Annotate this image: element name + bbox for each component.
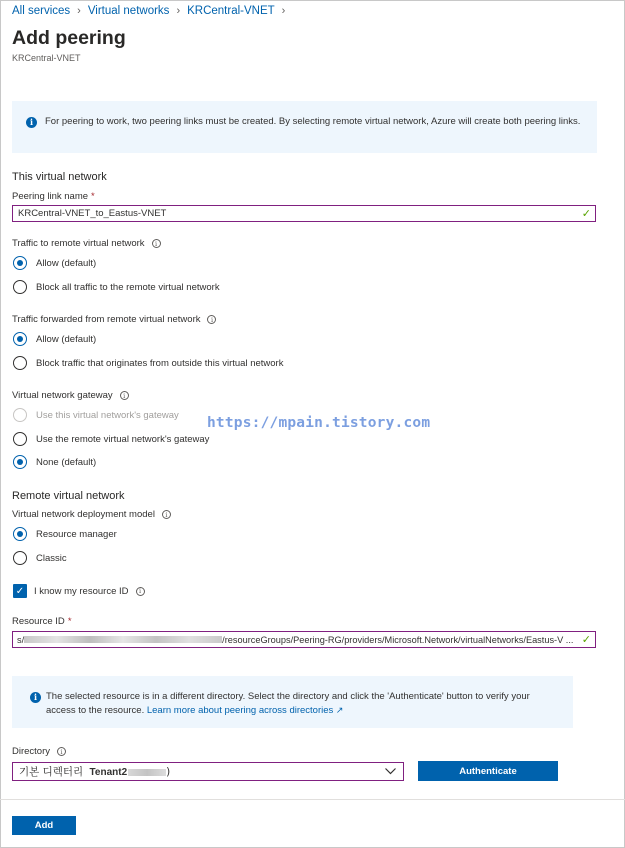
radio-circle xyxy=(13,256,27,270)
gateway-label xyxy=(12,390,129,401)
footer-divider xyxy=(0,799,625,800)
radio-circle xyxy=(13,356,27,370)
radio-traffic-to-remote-block[interactable] xyxy=(13,280,220,294)
section-title-remote-vnet: Remote virtual network xyxy=(12,490,125,502)
checkmark-icon: ✓ xyxy=(13,584,27,598)
radio-traffic-to-remote-allow[interactable] xyxy=(13,256,96,270)
resource-id-input[interactable] xyxy=(12,631,596,648)
peering-link-name-label-text: Peering link name xyxy=(12,191,89,202)
breadcrumb-virtual-networks[interactable]: Virtual networks xyxy=(87,5,170,17)
radio-traffic-forwarded-allow[interactable] xyxy=(13,332,96,346)
add-button[interactable]: Add xyxy=(12,816,76,835)
page-subtitle: KRCentral-VNET xyxy=(12,53,81,63)
close-paren: ) xyxy=(166,766,171,778)
info-dir-content xyxy=(46,691,559,717)
info-box-directory xyxy=(12,676,573,728)
radio-circle xyxy=(13,332,27,346)
radio-label: Block all traffic to the remote virtual network xyxy=(36,281,220,293)
help-icon[interactable]: i xyxy=(120,391,129,400)
help-icon[interactable]: i xyxy=(57,747,66,756)
learn-more-link[interactable]: Learn more about peering across directories xyxy=(146,704,334,716)
radio-label: Use this virtual network's gateway xyxy=(36,409,179,421)
watermark-text: https://mpain.tistory.com xyxy=(207,415,431,431)
radio-deployment-resource-manager[interactable] xyxy=(13,527,117,541)
radio-label: Block traffic that originates from outside this virtual network xyxy=(36,357,284,369)
info-icon: i xyxy=(26,117,37,128)
checkmark-icon: ✓ xyxy=(581,208,591,220)
radio-label: Classic xyxy=(36,552,67,564)
radio-circle xyxy=(13,280,27,294)
required-marker: * xyxy=(67,616,72,627)
radio-gateway-use-this xyxy=(13,408,179,422)
breadcrumb-krcentral-vnet[interactable]: KRCentral-VNET xyxy=(187,5,275,17)
radio-circle xyxy=(13,527,27,541)
resource-id-value xyxy=(17,635,582,645)
authenticate-button[interactable]: Authenticate xyxy=(418,761,558,781)
radio-circle xyxy=(13,551,27,565)
peering-link-name-label xyxy=(12,191,95,202)
external-link-icon: ↗ xyxy=(335,704,344,715)
chevron-right-icon: › xyxy=(77,5,81,17)
help-icon[interactable]: i xyxy=(162,510,171,519)
deployment-model-label-text: Virtual network deployment model xyxy=(12,509,155,520)
directory-selected xyxy=(19,764,382,779)
section-title-this-vnet: This virtual network xyxy=(12,171,107,183)
redacted-subscription xyxy=(24,636,222,643)
info-dir-text: The selected resource is in a different directory. Select the directory and click the 'Authenticate' button to verify your access to the resource. xyxy=(46,691,530,716)
directory-select[interactable] xyxy=(12,762,404,781)
radio-circle xyxy=(13,455,27,469)
page-title: Add peering xyxy=(12,27,126,49)
checkbox-label: I know my resource ID xyxy=(34,585,129,597)
radio-circle xyxy=(13,432,27,446)
radio-label: None (default) xyxy=(36,456,97,468)
peering-link-name-value: KRCentral-VNET_to_Eastus-VNET xyxy=(18,208,167,219)
radio-label: Allow (default) xyxy=(36,333,97,345)
directory-label-text: Directory xyxy=(12,746,51,757)
radio-circle xyxy=(13,408,27,422)
info-icon: i xyxy=(30,692,41,703)
breadcrumb xyxy=(12,5,292,17)
chevron-right-icon: › xyxy=(176,5,181,17)
resource-id-label xyxy=(12,616,72,627)
checkmark-icon: ✓ xyxy=(581,634,591,646)
chevron-right-icon: › xyxy=(281,5,286,17)
redacted-tenant-id xyxy=(128,769,166,776)
know-resource-id-checkbox[interactable] xyxy=(13,584,145,598)
help-icon[interactable]: i xyxy=(207,315,216,324)
info-box-peering xyxy=(12,101,597,153)
required-marker: * xyxy=(91,191,95,202)
chevron-down-icon xyxy=(382,764,398,780)
breadcrumb-all-services[interactable]: All services xyxy=(12,5,71,17)
resource-id-label-text: Resource ID xyxy=(12,616,65,627)
directory-label xyxy=(12,746,66,757)
resource-id-prefix: s/ xyxy=(17,634,25,645)
help-icon[interactable]: i xyxy=(136,587,145,596)
radio-gateway-none[interactable] xyxy=(13,455,96,469)
info-text: For peering to work, two peering links must be created. By selecting remote virtual network, Azure will create both peering links. xyxy=(45,116,581,127)
radio-gateway-use-remote[interactable] xyxy=(13,432,209,446)
peering-link-name-input[interactable] xyxy=(12,205,596,222)
traffic-forwarded-label-text: Traffic forwarded from remote virtual network xyxy=(12,314,201,325)
radio-label: Resource manager xyxy=(36,528,117,540)
tenant-name: Tenant2 xyxy=(89,767,128,778)
resource-id-text: /resourceGroups/Peering-RG/providers/Microsoft.Network/virtualNetworks/Eastus-V ... xyxy=(222,634,574,645)
radio-label: Allow (default) xyxy=(36,257,97,269)
deployment-model-label xyxy=(12,509,171,520)
radio-label: Use the remote virtual network's gateway xyxy=(36,433,210,445)
radio-deployment-classic[interactable] xyxy=(13,551,67,565)
traffic-to-remote-label xyxy=(12,238,161,249)
traffic-forwarded-label xyxy=(12,314,216,325)
gateway-label-text: Virtual network gateway xyxy=(12,390,113,401)
traffic-to-remote-label-text: Traffic to remote virtual network xyxy=(12,238,145,249)
help-icon[interactable]: i xyxy=(152,239,161,248)
directory-selected-name: 기본 디렉터리 xyxy=(19,766,84,778)
radio-traffic-forwarded-block[interactable] xyxy=(13,356,283,370)
